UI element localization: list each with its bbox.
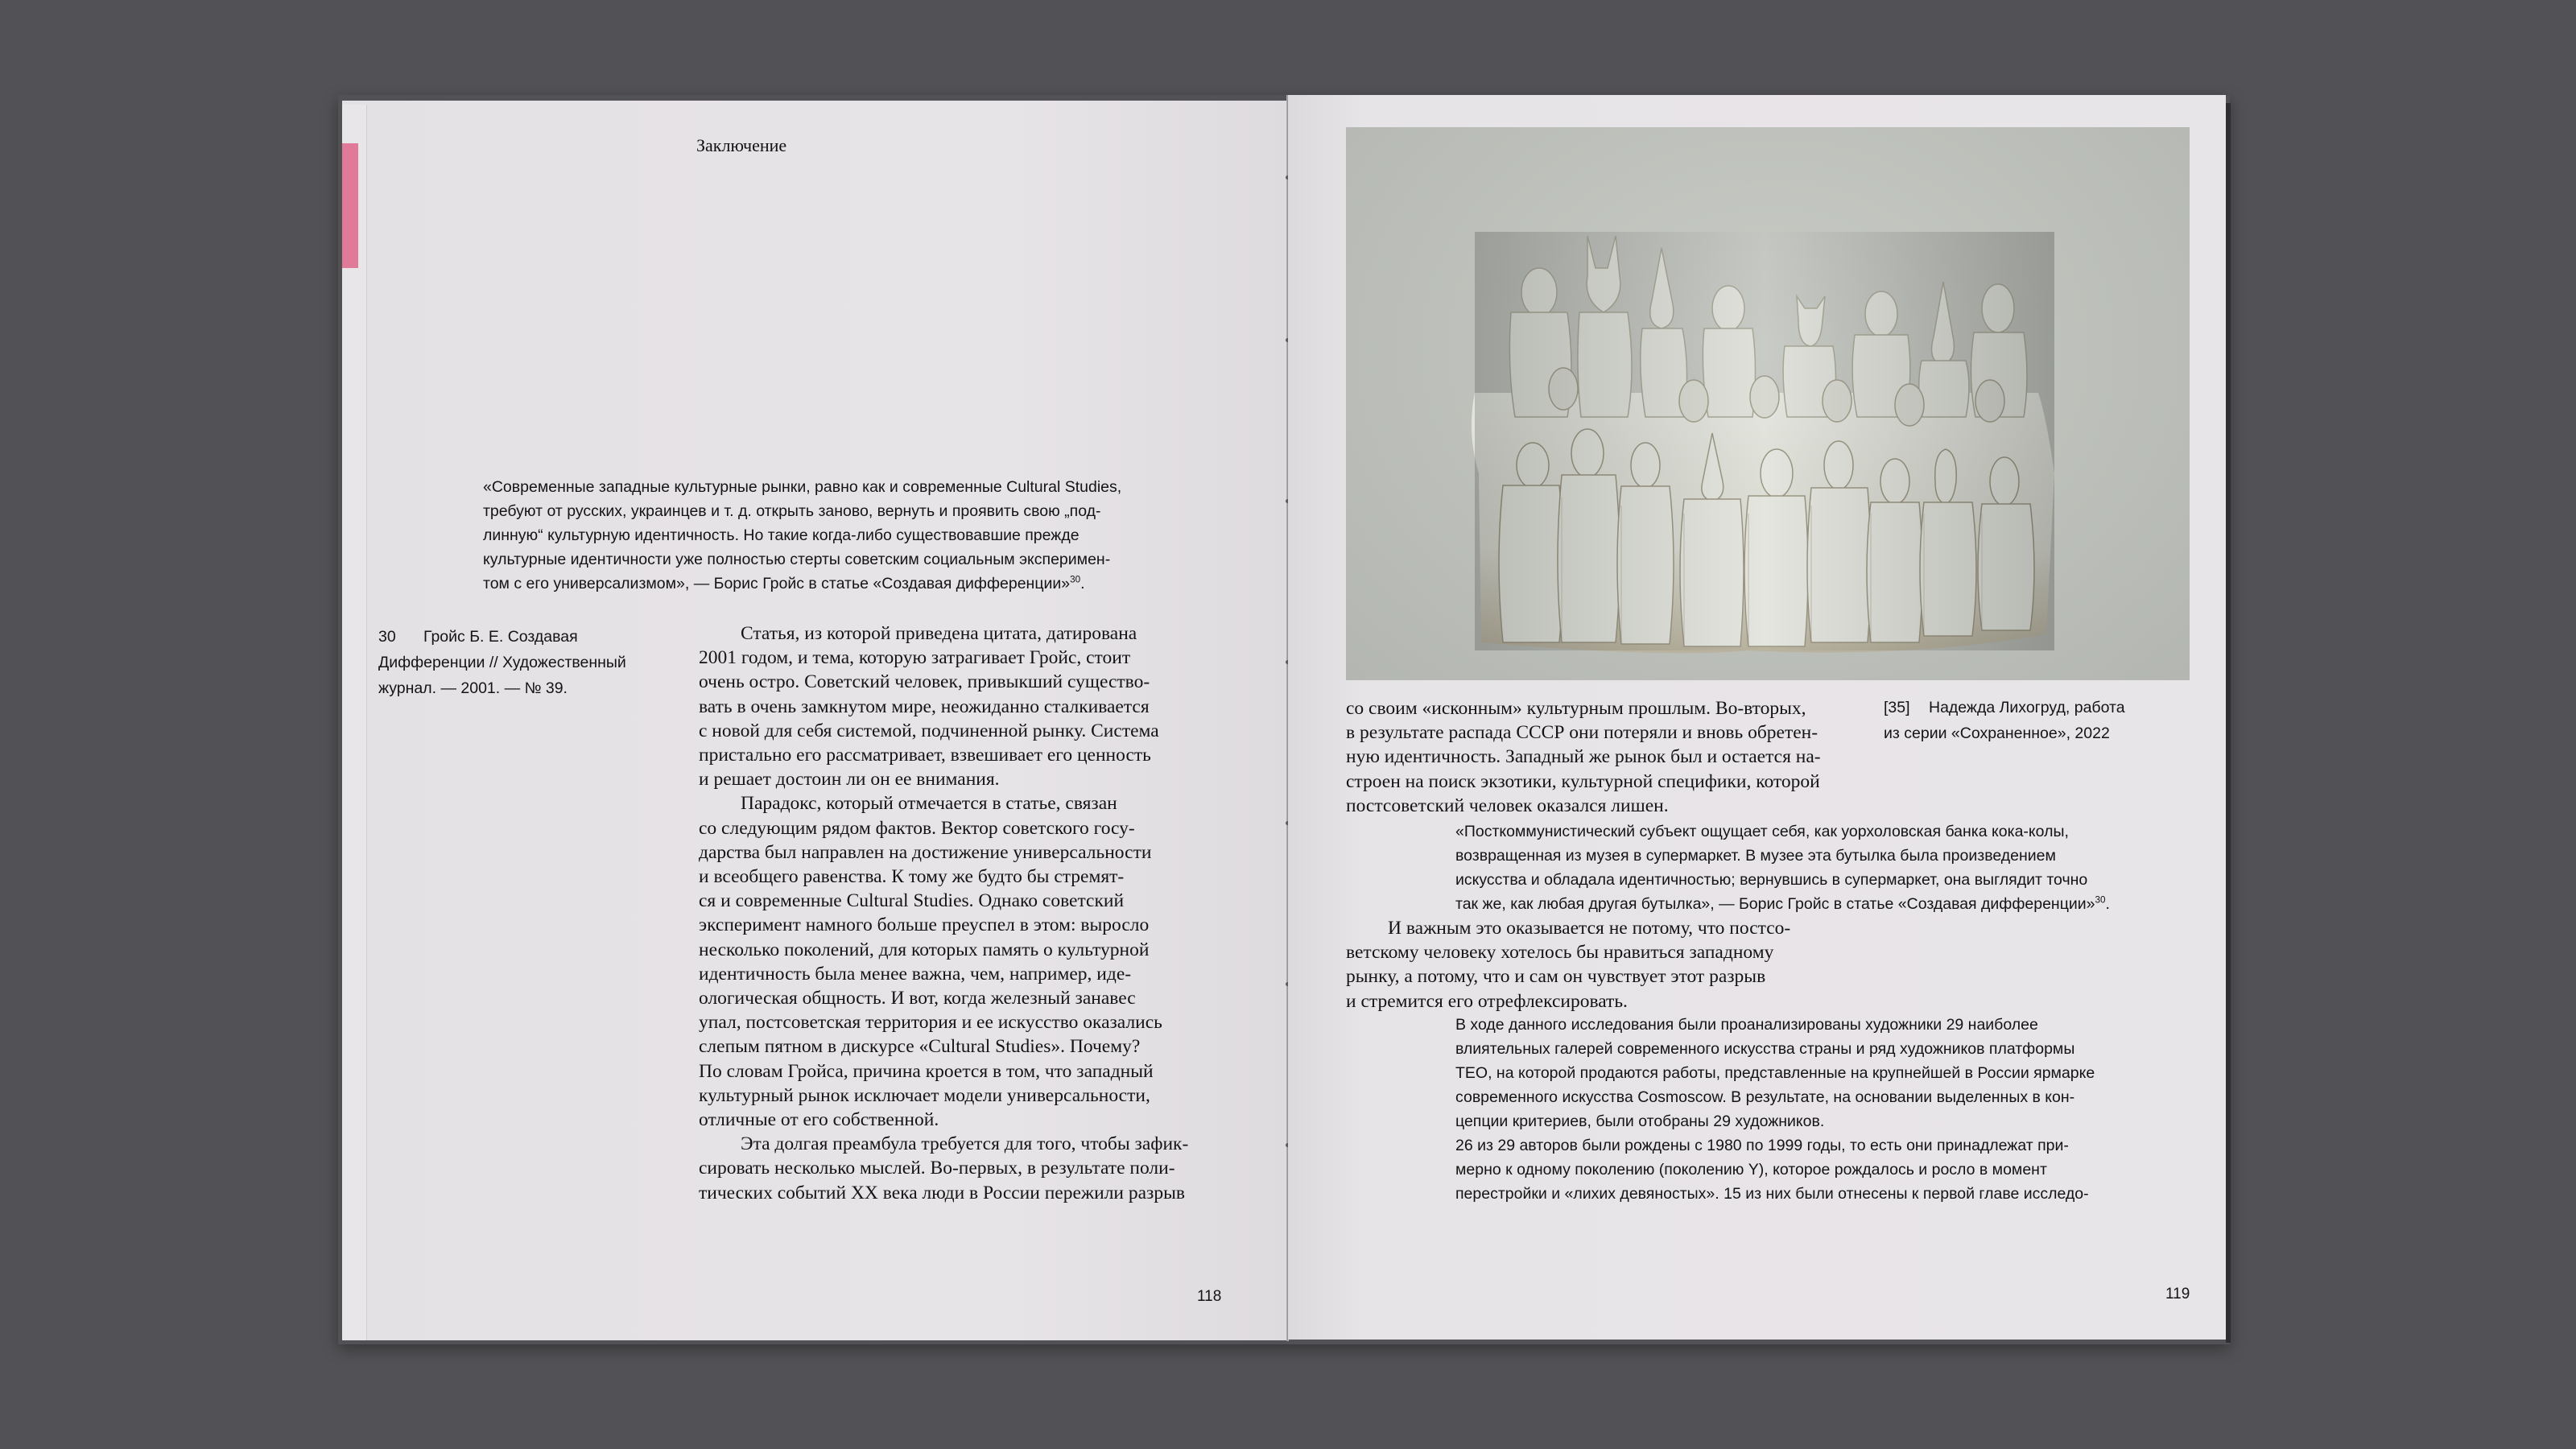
caption-number: [35]: [1884, 699, 1910, 716]
chapter-title: Заключение: [696, 135, 787, 155]
body-line: упал, постсоветская территория и ее искусство оказались: [699, 1012, 1162, 1034]
body-line: ветскому человеку хотелось бы нравиться западному: [1346, 942, 1774, 964]
body-line: дарства был направлен на достижение универсальности: [699, 841, 1152, 863]
footnote-30: 30 Гройс Б. Е. Создавая Дифференции // Художественный журнал. — 2001. — № 39.: [378, 624, 684, 701]
groys-quote: «Посткоммунистический субъект ощущает себя, как уорхоловская банка кока-колы, возвращенная из музея в супермаркет. В музее эта бутылка была произведением искусства и обладала идентичностью; вернувшись в супермаркет, она выглядит точно так же, как любая другая бутылка», — Борис Гройс в статье «Создавая дифференции»$^{30}$.: [1455, 823, 2110, 913]
left-body-text: [699, 621, 1222, 1205]
research-description: В ходе данного исследования были проанализированы художники 29 наиболее влиятельных галерей современного искусства страны и ряд художников платформы ТЕО, на которой продаются работы, представленные на крупнейшей в России ярмарке современного искусства Cosmoscow. В результате, на основании выделенных в кон- цепции критериев, были отобраны 29 художников. 26 из 29 авторов были рождены с 1980 по 1999 годы, то есть они принадлежат при- мерно к одному поколению (поколению Y), которое рождалось и росло в момент перестройки и «лихих девяностых». 15 из них были отнесены к первой главе исследо-: [1455, 1016, 2095, 1203]
right-body-text-top: со своим «исконным» культурным прошлым. Во-вторых, в результате распада СССР они потеряли и вновь обретен- ную идентичность. Западный же рынок был и остается на- строен на поиск экзотики, культурной специфики, которой постсоветский человек оказался лишен.: [1346, 698, 1821, 816]
photo-caption: [35] Надежда Лихогруд, работа из серии «Сохраненное», 2022: [1884, 695, 2190, 746]
epigraph-line: культурные идентичности уже полностью стерты советским социальным эксперимен-: [483, 551, 1111, 568]
body-line: пристально его рассматривает, взвешивает его ценность: [699, 745, 1151, 766]
epigraph-line: «Современные западные культурные рынки, равно как и современные Cultural Studies,: [483, 478, 1122, 496]
page-stack-edge: [342, 105, 367, 1340]
page-number-left: 118: [1197, 1288, 1222, 1305]
body-line: рынку, а потому, что и сам он чувствует этот разрыв: [1346, 966, 1766, 988]
body-line: культурный рынок исключает модели универсальности,: [699, 1084, 1150, 1106]
epigraph-line: том с его универсализмом», — Борис Гройс в статье «Создавая дифференции»$^{30}$.: [483, 574, 1085, 592]
body-line: Эта долгая преамбула требуется для того, чтобы зафик-: [741, 1133, 1189, 1155]
body-line: И важным это оказывается не потому, что постсо-: [1388, 918, 1791, 939]
body-line: эксперимент намного больше преуспел в этом: выросло: [699, 914, 1150, 936]
body-line: 2001 годом, и тема, которую затрагивает Гройс, стоит: [699, 647, 1131, 669]
body-line: тических событий XX века люди в России пережили разрыв: [699, 1182, 1185, 1203]
right-body-text-middle: [1346, 916, 1869, 1013]
body-line: очень остро. Советский человек, привыкший существо-: [699, 671, 1150, 693]
body-line: По словам Гройса, причина кроется в том, что западный: [699, 1060, 1154, 1082]
body-line: несколько поколений, для которых память о культурной: [699, 939, 1150, 960]
sculpture-figures-illustration: [1346, 127, 2190, 680]
epigraph-line: требуют от русских, украинцев и т. д. открыть заново, вернуть и проявить свою „под-: [483, 502, 1101, 520]
body-line: ологическая общность. И вот, когда железный занавес: [699, 988, 1136, 1009]
body-line: отличные от его собственной.: [699, 1109, 939, 1131]
body-line: Статья, из которой приведена цитата, датирована: [741, 623, 1137, 644]
epigraph-line: линную“ культурную идентичность. Но такие когда-либо существовавшие прежде: [483, 526, 1080, 544]
back-cover-edge: [2226, 103, 2231, 1343]
body-line: ся и современные Cultural Studies. Однако советский: [699, 890, 1125, 912]
body-line: сировать несколько мыслей. Во-первых, в результате поли-: [699, 1158, 1175, 1179]
sculpture-photo: [1346, 127, 2190, 680]
body-line: вать в очень замкнутом мире, неожиданно сталкивается: [699, 696, 1150, 717]
body-line: и решает достоин ли он ее внимания.: [699, 769, 1000, 791]
body-line: Парадокс, который отмечается в статье, связан: [741, 793, 1117, 815]
epigraph-quote: [483, 475, 1224, 596]
page-number-right: 119: [2165, 1286, 2190, 1302]
body-line: слепым пятном в дискурсе «Cultural Studies». Почему?: [699, 1036, 1141, 1058]
body-line: и всеобщего равенства. К тому же будто бы стремят-: [699, 866, 1125, 888]
footnote-ref: 30: [2095, 894, 2106, 906]
body-line: со следующим рядом фактов. Вектор советского госу-: [699, 817, 1135, 839]
body-line: с новой для себя системой, подчиненной рынку. Система: [699, 720, 1159, 741]
chapter-tab-marker: [342, 143, 358, 268]
footnote-ref: 30: [1070, 574, 1081, 585]
footnote-number: 30: [378, 628, 396, 646]
body-line: идентичность была менее важна, чем, например, иде-: [699, 963, 1132, 985]
body-line: и стремится его отрефлексировать.: [1346, 990, 1628, 1012]
